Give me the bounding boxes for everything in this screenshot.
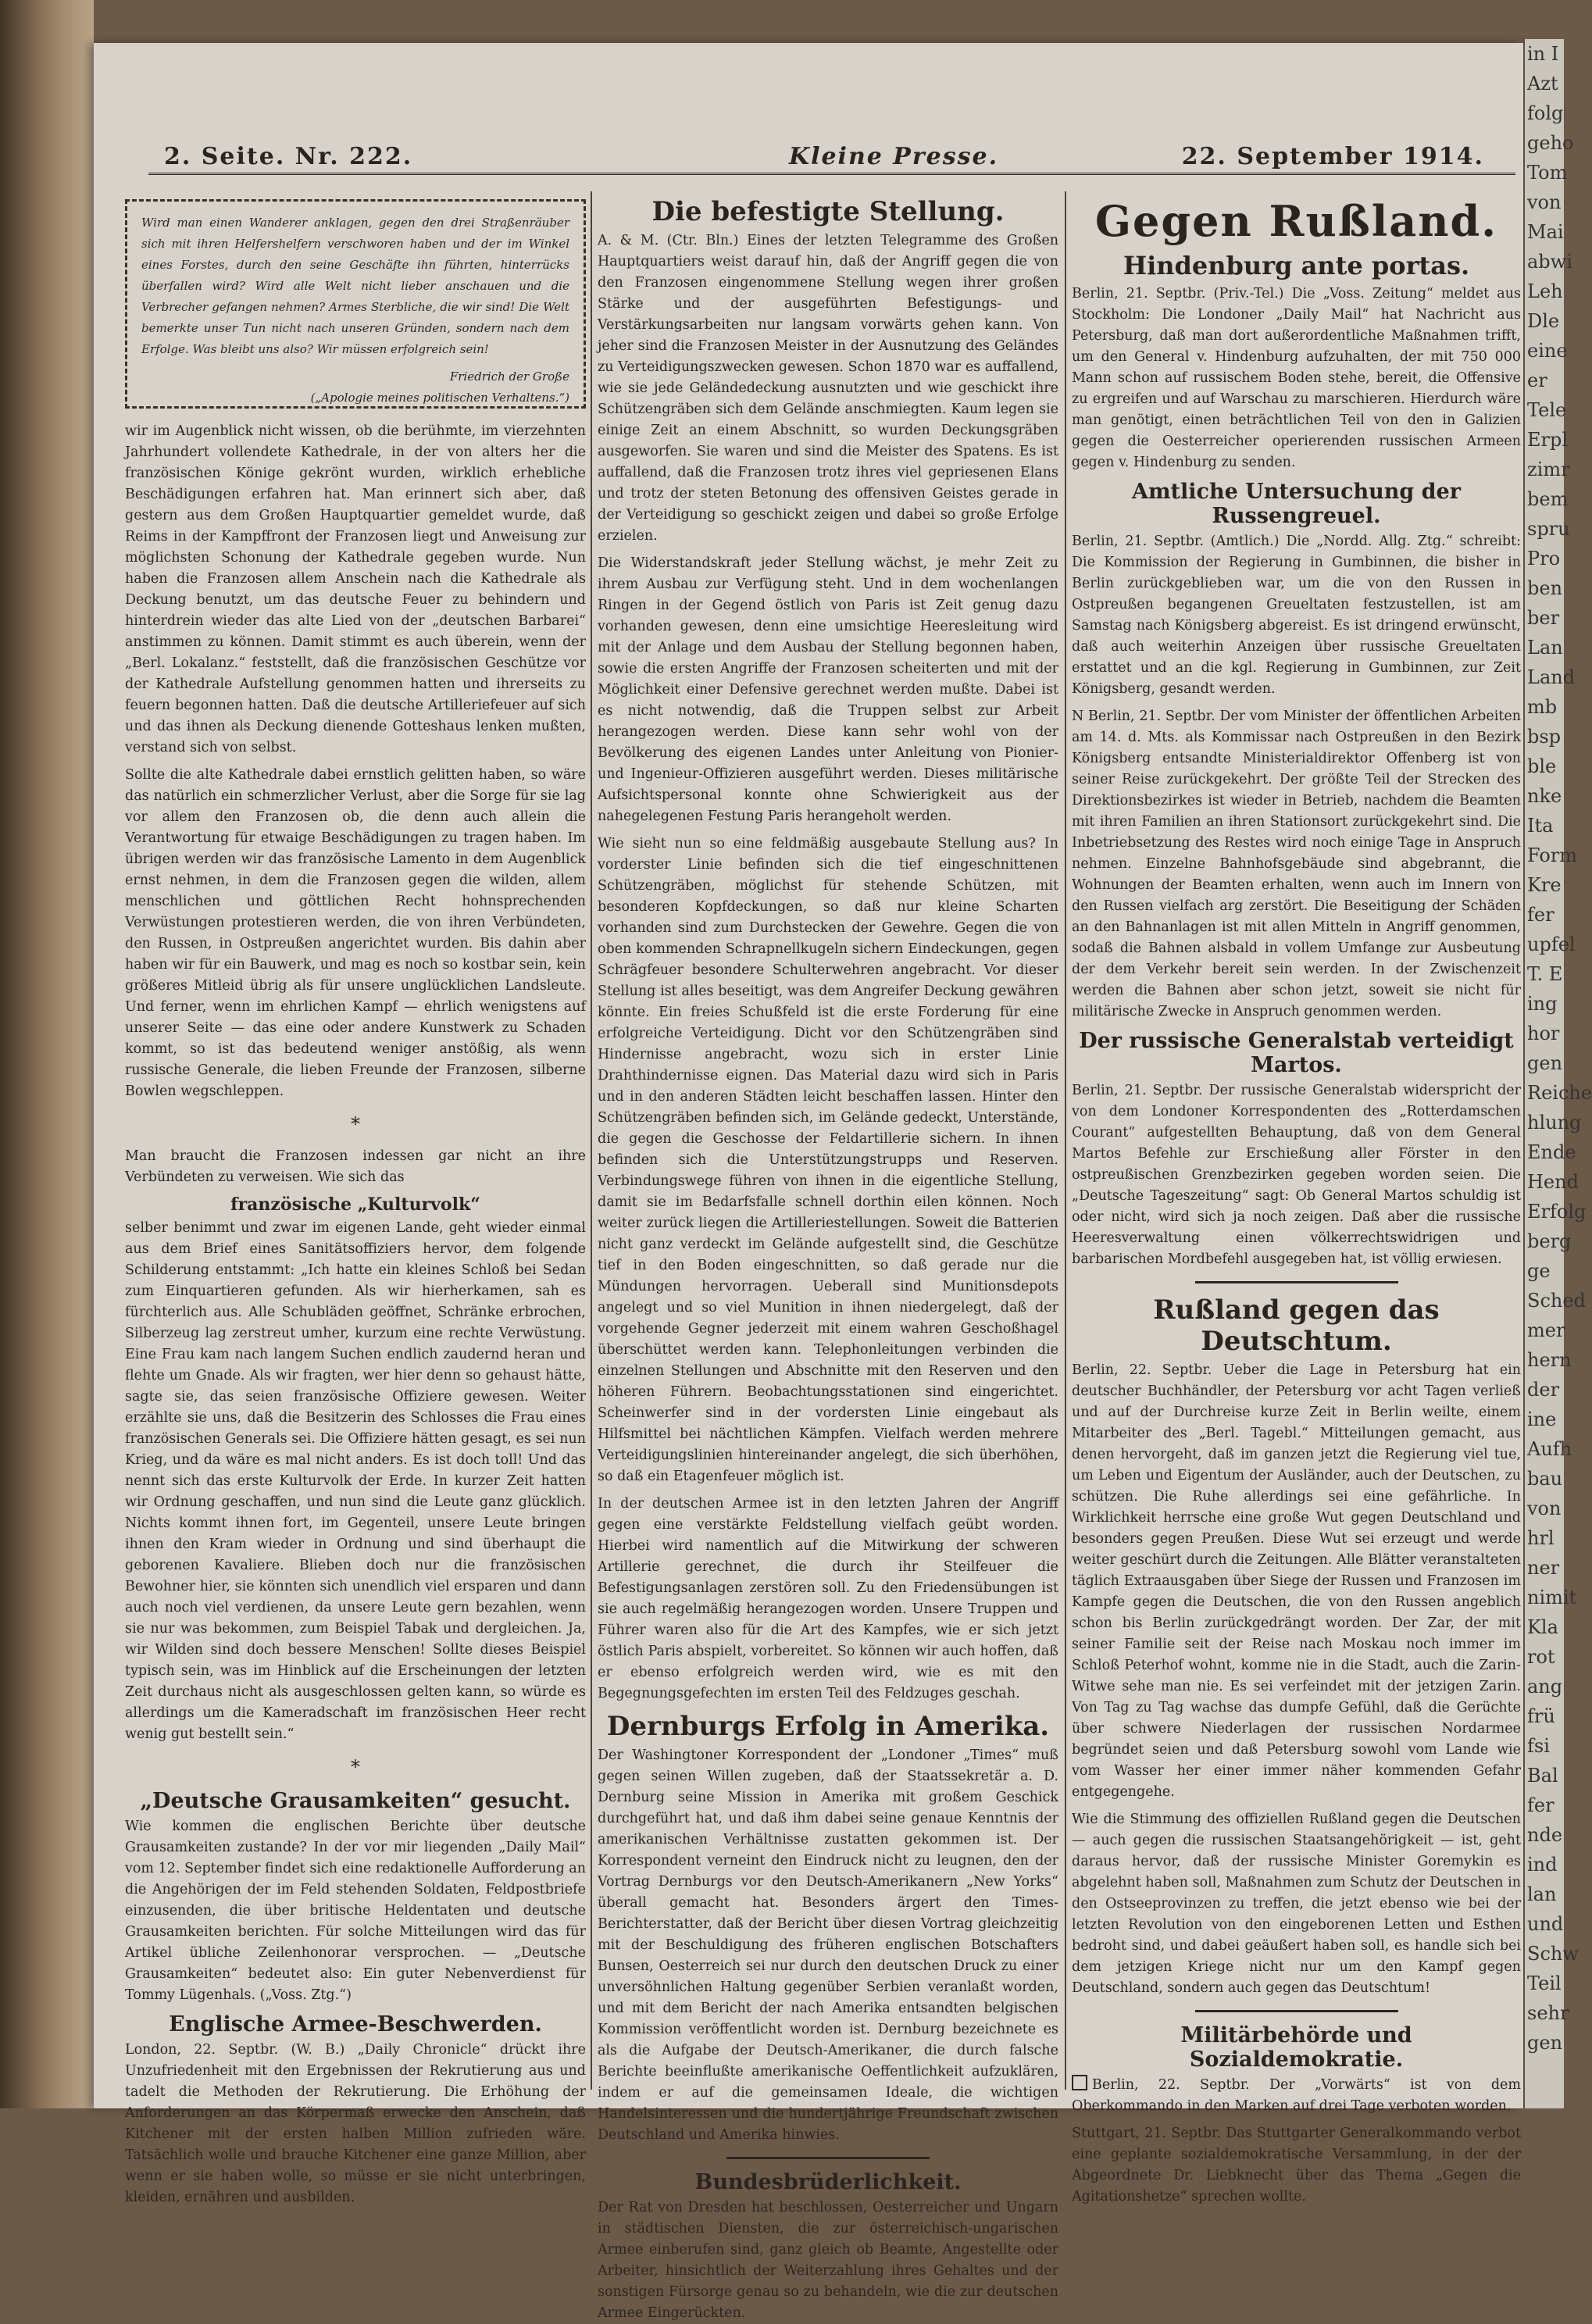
adjacent-page-fragment: Sched [1527,1290,1586,1312]
reims-article-text-2: Sollte die alte Kathedrale dabei ernstlich gelitten haben, so wäre das natürlich ein schmerzlicher Verlust, aber die Sorge für sie lag vor allem den Franzosen ob, die denn auch allein die Verantwortung für etwaige Beschädigungen zu tragen haben. Im übrigen werden wir das französische Lamento in dem Augenblick ernst nehmen, in dem die Franzosen gegen die wilden, allem menschlichen und göttlichen Recht hohnsprechenden Verwüstungen protestieren werden, die von ihren Verbündeten, den Russen, in Ostpreußen angerichtet wurden. Bis dahin aber haben wir für ein Bauwerk, und mag es noch so kostbar sein, kein größeres Mitleid übrig als für unsere unglücklichen Landsleute. Und ferner, wenn im ehrlichen Kampf — ehrlich wenigstens auf unserer Seite — das eine oder andere Kunstwerk zu Schaden kommt, so ist das bedeutend weniger anstößig, als wenn russische Generale, die lieben Freunde der Franzosen, silberne Bowlen wegschleppen. [125,767,586,1099]
adjacent-page-fragment: Dle [1527,310,1560,332]
adjacent-page-fragment: upfel [1527,934,1576,955]
generalstab-headline: Der russische Generalstab verteidigt Martos. [1079,1029,1514,1077]
adjacent-page-fragment: bem [1527,488,1569,510]
section-rule-2 [1195,1281,1398,1283]
adjacent-page-fragment: der [1527,1379,1560,1401]
adjacent-page-fragment: von [1527,1498,1562,1519]
hindenburg-text: Berlin, 21. Septbr. (Priv.-Tel.) Die „Voss. Zeitung“ meldet aus Stockholm: Die Londoner „Daily Mail“ hat Nachricht aus Petersburg, daß man dort außerordentliche Maßnahmen trifft, um den General v. Hindenburg aufzuhalten, der mit 750 000 Mann schon auf russischem Boden stehe, bereit, die Offensive zu ergreifen und auf Warschau zu marschieren. Hierdurch wäre man genötigt, einen beträchtlichen Teil von den in Galizien gegen die Oesterreicher operierenden russischen Armeen gegen v. Hindenburg zu senden. [1072,286,1521,470]
russengreuel-text-2: N Berlin, 21. Septbr. Der vom Minister der öffentlichen Arbeiten am 14. d. Mts. als Kommissar nach Ostpreußen in den Bezirk Königsberg entsandte Ministerialdirektor Offenberg ist von seiner Reise zurückgekehrt. Der größte Teil der Strecken des Direktionsbezirkes ist wieder in Betrieb, nachdem die Beamten mit ihren Familien an ihren Stationsort zurückgekehrt sind. Die Inbetriebsetzung des Restes wird noch einige Tage in Anspruch nehmen. Einzelne Bahnhofsgebäude sind abgebrannt, die Wohnungen der Beamten erhalten, wenn auch im Innern von den Russen vielfach arg zerstört. Die Beseitigung der Schäden an den Bahnanlagen ist mit allen Mitteln in Angriff genommen, sodaß die Bahnen alsbald in vollem Umfange zur Ausbeutung der dem Verkehr bereit sein werden. In der Zwischenzeit werden die Bahnen aber schon jetzt, soweit sie nicht für militärische Zwecke in Anspruch genommen werden. [1072,709,1521,1019]
adjacent-page-fragment: von [1527,191,1562,213]
bundes-text: Der Rat von Dresden hat beschlossen, Oesterreicher und Ungarn in städtischen Diensten, die zur österreichisch-ungarischen Armee einberufen sind, ganz gleich ob Beamte, Angestellte oder Arbeiter, hinsichtlich der Weiterzahlung ihres Gehaltes und der sonstigen Fürsorge genau so zu behandeln, wie die zur deutschen Armee Eingerückten. [598,2200,1058,2321]
adjacent-page-fragment: ber [1527,607,1560,629]
adjacent-page-fragment: ner [1527,1557,1560,1579]
adjacent-page-fragment: Erpl [1527,429,1569,451]
adjacent-page-fragment: ine [1527,1408,1557,1430]
deutschtum-headline: Rußland gegen das Deutschtum. [1153,1294,1440,1357]
kultur-intro-text: Man braucht die Franzosen indessen gar nicht an ihre Verbündeten zu verweisen. Wie sich das [125,1148,586,1185]
adjacent-page-fragment: nde [1527,1824,1563,1846]
adjacent-page-fragment: Tom [1527,162,1568,184]
adjacent-page-fragment: nimit [1527,1587,1577,1608]
grausamkeiten-headline: „Deutsche Grausamkeiten“ gesucht. [140,1789,571,1813]
adjacent-page-edge [1523,39,1592,2108]
issue-date: 22. September 1914. [1181,143,1484,170]
stellung-text-2: Die Widerstandskraft jeder Stellung wächst, je mehr Zeit zu ihrem Ausbau zur Verfügung steht. Und in dem wochenlangen Ringen in der Gegend östlich von Paris ist Zeit genug dazu vorhanden gewesen, denn eine umsichtige Heeresleitung wird mit der Anlage und dem Ausbau der Stellung begonnen haben, sowie die ersten Angriffe der Franzosen scheiterten und mit der Möglichkeit einer Defensive gerechnet werden mußte. Dabei ist es nicht notwendig, daß die Truppen selbst zur Arbeit herangezogen werden. Diese kann sehr wohl von der Bevölkerung des eigenen Landes unter Anleitung von Pionier- und Ingenieur-Offizieren ausgeführt werden. Dieses militärische Aufsichtspersonal konnte ohne Schwierigkeit aus der nahegelegenen Festung Paris herangeholt werden. [598,555,1058,824]
adjacent-page-fragment: er [1527,369,1547,391]
main-subheadline: Hindenburg ante portas. [1123,251,1470,280]
armee-article-text: London, 22. Septbr. (W. B.) „Daily Chronicle“ drückt ihre Unzufriedenheit mit den Ergebnissen der Rekrutierung aus und tadelt die Methoden der Rekrutierung. Die Erhöhung der Anforderungen an das Körpermaß erwecke den Anschein, daß Kitchener mit der ersten halben Million zufrieden wäre. Tatsächlich wolle und brauche Kitchener eine ganze Million, aber wenn er sie haben wolle, so müsse er sie nicht unterbringen, kleiden, ernähren und ausbilden. [125,2042,586,2205]
book-binding [0,0,94,2108]
reims-article-text-1: wir im Augenblick nicht wissen, ob die berühmte, im vierzehnten Jahrhundert vollendete Kathedrale, in der von alters her die französischen Könige gekrönt wurden, wirklich erhebliche Beschädigungen erfahren hat. Man erinnert sich aber, daß gestern aus dem Großen Hauptquartier gemeldet wurde, daß Reims in der Kampffront der Franzosen liegt und Anweisung zur möglichsten Schonung der Kathedrale gegeben wurde. Nun haben die Franzosen allem Anschein nach die Kathedrale als Deckung benutzt, um das deutsche Feuer zu behindern und hinterdrein wieder das alte Lied von der „deutschen Barbarei“ anstimmen zu können. Damit stimmt es auch überein, wenn der „Berl. Lokalanz.“ feststellt, daß die französischen Geschütze vor der Kathedrale Aufstellung genommen hatten und ihrerseits zu feuern begonnen hatten. Daß die deutsche Artilleriefeuer auf sich und das ihnen als Deckung dienende Gotteshaus lenken mußten, verstand sich von selbst. [125,423,586,755]
adjacent-page-fragment: Form [1527,844,1578,866]
russengreuel-text-1: Berlin, 21. Septbr. (Amtlich.) Die „Nordd. Allg. Ztg.“ schreibt: Die Kommission der Regierung in Gumbinnen, die bisher in Berlin zurückgeblieben war, um die von den Russen in Ostpreußen begangenen Greueltaten festzustellen, ist am Samstag nach Königsberg abgereist. Es ist dringend erwünscht, daß auch weiterhin Anzeigen über russische Greueltaten erstattet und an die kgl. Regierung in Gumbinnen, zur Zeit Königsberg, gesandt werden. [1072,534,1521,697]
adjacent-page-fragment: hern [1527,1349,1572,1371]
adjacent-page-fragment: T. E [1527,963,1563,985]
armee-headline: Englische Armee-Beschwerden. [169,2012,542,2037]
adjacent-page-fragment: lan [1527,1883,1557,1905]
adjacent-page-fragment: bsp [1527,726,1562,748]
adjacent-page-fragment: Erfolg [1527,1201,1587,1223]
adjacent-page-fragment: Tele [1527,399,1567,421]
adjacent-page-fragment: Pro [1527,548,1561,569]
section-separator-star-2: * [351,1756,360,1778]
stellung-text-1: A. & M. (Ctr. Bln.) Eines der letzten Telegramme des Großen Hauptquartiers weist darauf hin, daß der Angriff gegen die von den Franzosen eingenommene Stellung wegen ihrer großen Stärke und der ausgeführten Befestigungs- und Verstärkungsarbeiten nur langsam vorwärts gehen kann. Von jeher sind die Franzosen Meister in der Ausnutzung des Geländes zu Verteidigungszwecken gewesen. Schon 1870 war es auffallend, wie sie jede Geländedeckung ausnutzten und wie geschickt ihre Schützengräben sich dem Gelände anschmiegten. Kaum legen sie einige Zeit an einem Abschnitt, so wurden Deckungsgräben ausgeworfen. Sie waren und sind die Meister des Spatens. Es ist auffallend, daß die Franzosen trotz ihres viel gepriesenen Elans und trotz der steten Betonung des offensiven Geistes gerade in der Verteidigung so geschickt zeigen und dabei so große Erfolge erzielen. [598,233,1058,544]
adjacent-page-fragment: Ende [1527,1141,1576,1163]
adjacent-page-fragment: hlung [1527,1112,1582,1133]
militaer-text-2: Stuttgart, 21. Septbr. Das Stuttgarter Generalkommando verbot eine geplante sozialdemokratische Versammlung, in der der Abgeordnete Dr. Liebknecht über das Thema „Gegen die Agitationshetze“ sprechen wollte. [1072,2126,1521,2204]
dernburg-headline: Dernburgs Erfolg in Amerika. [606,1711,1050,1742]
main-headline: Gegen Rußland. [1094,196,1498,246]
russengreuel-headline: Amtliche Untersuchung der Russengreuel. [1132,480,1461,528]
section-rule [726,2157,930,2159]
adjacent-page-fragment: sehr [1527,2002,1569,2024]
adjacent-page-fragment: Mai [1527,221,1564,243]
adjacent-page-fragment: gen [1527,1052,1563,1074]
bundes-headline: Bundesbrüderlichkeit. [694,2170,962,2194]
deutschtum-text-2: Wie die Stimmung des offiziellen Rußland gegen die Deutschen — auch gegen die russischen Staatsangehörigkeit — ist, geht daraus hervor, daß der russische Minister Goremykin es abgelehnt haben soll, Maßnahmen zum Schutz der Deutschen in den Ostseeprovinzen zu treffen, die jetzt ebenso wie bei der letzten Revolution von den eingeborenen Letten und Esthen bedroht sind, und dabei geäußert haben soll, es handle sich bei dem jetzigen Kriege nicht nur um den Kampf gegen Deutschland, sondern auch gegen das Deutschtum! [1072,1812,1521,1996]
adjacent-page-fragment: fer [1527,1794,1555,1816]
adjacent-page-fragment: und [1527,1913,1564,1935]
adjacent-page-fragment: eine [1527,340,1568,362]
quote-text: Wird man einen Wanderer anklagen, gegen den drei Straßenräuber sich mit ihren Helfershelfern verschworen haben und der im Winkel eines Forstes, durch den seine Geschäfte ihn führten, hinterrücks überfallen wird? Wird alle Welt nicht lieber anschauen und die Verbrecher gefangen nehmen? Armes Sterbliche, die wir sind! Die Welt bemerkte unser Tun nicht nach unseren Gründen, sondern nach dem Erfolge. Was bleibt uns also? Wir müssen erfolgreich sein! [141,216,569,356]
column-3 [1072,191,1521,2204]
adjacent-page-fragment: Lan [1527,637,1563,659]
quote-box [125,199,586,409]
adjacent-page-fragment: Aufh [1527,1438,1572,1460]
adjacent-page-fragment: Land [1527,666,1576,688]
kultur-article-text: selber benimmt und zwar im eigenen Lande, geht wieder einmal aus dem Brief eines Sanitätsoffiziers hervor, dem folgende Schilderung entstammt: „Ich hatte ein kleines Schloß bei Sedan zum Einquartieren gefunden. Als wir hierherkamen, sah es fürchterlich aus. Alle Schubläden geöffnet, Schränke erbrochen, Silberzeug lag zerstreut umher, kurzum eine rechte Verwüstung. Eine Frau kam nach langem Suchen endlich zaudernd heran und flehte um Gnade. Als wir fragten, wer hier denn so gehaust hätte, sagte sie, das seien französische Offiziere gewesen. Weiter erzählte sie uns, daß die Besitzerin des Schlosses die Frau eines französischen Generals sei. Die Offiziere hätten gesagt, es sei nun Krieg, und da wäre es mal nicht anders. Es ist doch toll! Und das nennt sich das erste Kulturvolk der Erde. In kurzer Zeit hatten wir Ordnung geschaffen, und nun sind die Leute ganz glücklich. Nichts kommt ihnen fort, im Gegenteil, unsere Leute bringen ihnen den Kram wieder in Ordnung und sind überhaupt die geborenen Kavaliere. Blieben doch nur die französischen Bewohner hier, sie könnten sich unendlich viel ersparen und dann auch noch viel verdienen, da unsere Leute gern bezahlen, wenn sie nur was bekommen, zum Beispiel Tabak und dergleichen. Ja, wir Wilden sind doch bessere Menschen! Sollte dieses Beispiel typisch sein, was im Hinblick auf die Erscheinungen der letzten Zeit durchaus nicht als ausgeschlossen gelten kann, so würde es allerdings um die Kameradschaft im französischen Heer recht wenig gut bestellt sein.“ [125,1220,586,1742]
adjacent-page-fragment: Bal [1527,1765,1558,1787]
newspaper-title: Kleine Presse. [789,143,999,170]
adjacent-page-fragment: rot [1527,1646,1555,1668]
stellung-text-4: In der deutschen Armee ist in den letzten Jahren der Angriff gegen eine verstärkte Feldstellung vielfach geübt worden. Hierbei wird namentlich auf die Mitwirkung der schweren Artillerie gerechnet, die durch ihr Steilfeuer die Befestigungsanlagen zerstören soll. Zu den Friedensübungen ist sie auch regelmäßig herangezogen worden. Unsere Truppen und Führer waren also für die Art des Kampfes, wie er sich jetzt östlich Paris abspielt, vorbereitet. So können wir auch hoffen, daß er ebenso erfolgreich werden wird, wie es mit den Begegnungsgefechten im ersten Teil des Feldzuges geschah. [598,1496,1058,1701]
adjacent-page-fragments [1525,39,1592,2058]
quote-author: Friedrich der Große [449,369,569,384]
militaer-text-1: Berlin, 22. Septbr. Der „Vorwärts“ ist von dem Oberkommando in den Marken auf drei Tage verboten worden. [1072,2077,1521,2114]
adjacent-page-fragment: abwi [1527,251,1572,273]
stellung-headline: Die befestigte Stellung. [651,196,1005,227]
adjacent-page-fragment: nke [1527,785,1562,807]
adjacent-page-fragment: ben [1527,577,1563,599]
adjacent-page-fragment: bau [1527,1468,1563,1490]
box-icon [1072,2075,1087,2090]
section-rule-3 [1195,2010,1398,2012]
adjacent-page-fragment: ang [1527,1676,1563,1697]
adjacent-page-fragment: frü [1527,1705,1555,1727]
kultur-subtitle: französische „Kulturvolk“ [230,1194,480,1215]
adjacent-page-fragment: gen [1527,2032,1563,2054]
adjacent-page-fragment: hrl [1527,1527,1555,1549]
adjacent-page-fragment: hor [1527,1023,1560,1044]
adjacent-page-fragment: berg [1527,1230,1572,1252]
adjacent-page-fragment: Ita [1527,815,1554,837]
adjacent-page-fragment: mer [1527,1319,1565,1341]
militaer-headline: Militärbehörde und Sozialdemokratie. [1180,2023,1412,2072]
quote-source: („Apologie meines politischen Verhaltens.“) [310,391,569,405]
adjacent-page-fragment: ing [1527,993,1558,1015]
stellung-text-3: Wie sieht nun so eine feldmäßig ausgebaute Stellung aus? In vorderster Linie befinden sich die tief eingeschnittenen Schützengräben, möglichst für stehende Schützen, mit besonderen Kopfdeckungen, so daß nur kleine Scharten vorhanden sind zum Durchstecken der Gewehre. Gegen die von oben kommenden Schrapnellkugeln sichern Eindeckungen, gegen Schrägfeuer besondere Schulterwehren angebracht. Vor dieser Stellung ist alles beseitigt, was dem Angreifer Deckung gewähren könnte. Ein freies Schußfeld ist die erste Forderung für eine erfolgreiche Verteidigung. Dicht vor den Schützengräben sind Hindernisse angebracht, wozu sich in erster Linie Drahthindernisse eignen. Das Material dazu wird sich in Paris und in den anderen Städten leicht beschaffen lassen. Hinter den Schützengräben befinden sich, im Gelände gedeckt, Unterstände, die gegen die Geschosse der Feldartillerie sichern. In ihnen befinden sich die Unterstützungstrupps und Reserven. Verbindungswege führen von ihnen in die eigentliche Stellung, damit sie im Bedarfsfalle schnell dorthin eilen können. Noch weiter zurück liegen die Artilleriestellungen. Soweit die Batterien nicht ganz verdeckt im Gelände aufgestellt sind, die Geschütze tief in den Boden eingeschnitten, so daß gerade nur die Mündungen hervorragen. Ueberall sind Munitionsdepots angelegt und so viel Munition in ihnen niedergelegt, daß der vorgehende Gegner jederzeit mit einem wahren Geschoßhagel überschüttet werden kann. Telephonleitungen verbinden die einzelnen Stellungen und Abschnitte mit den Reserven und den höheren Führern. Beobachtungsstationen sind eingerichtet. Scheinwerfer sind in der vordersten Linie eingebaut als Hilfsmittel bei nächtlichen Kämpfen. Vielfach werden mehrere Verteidigungslinien hintereinander angelegt, die sich überhöhen, so daß ein Etagenfeuer möglich ist. [598,836,1058,1484]
section-separator-star: * [351,1113,360,1135]
dernburg-text: Der Washingtoner Korrespondent der „Londoner „Times“ muß gegen seinen Willen zugeben, daß der Staatssekretär a. D. Dernburg seine Mission in Amerika mit großem Geschick durchgeführt hat, und daß ihm dabei seine genaue Kenntnis der amerikanischen Verhältnisse zustatten gekommen ist. Der Korrespondent verneint den Eindruck nicht zu leugnen, den der Vortrag Dernburgs vor den Deutsch-Amerikanern „New Yorks“ überall gemacht hat. Besonders ärgert den Times-Berichterstatter, daß der Bericht über diesen Vortrag gleichzeitig mit der Beschuldigung des früheren englischen Botschafters Bunsen, Oesterreich sei nur durch den deutschen Druck zu einer unversöhnlichen Haltung gegenüber Serbien veranlaßt worden, und mit dem Bericht der nach Amerika entsandten belgischen Kommission veröffentlicht worden ist. Dernburg bezeichnete es als die Aufgabe der Deutsch-Amerikaner, die durch falsche Berichte beeinflußte amerikanische Oeffentlichkeit aufzuklären, indem er auf die gemeinsamen Ideale, die wichtigen Handelsinteressen und die hundertjährige Freundschaft zwischen Deutschland und Amerika hinwies. [598,1747,1058,2143]
adjacent-page-fragment: fsi [1527,1735,1550,1757]
adjacent-page-fragment: Kla [1527,1616,1558,1638]
column-divider-2 [1065,191,1066,2090]
generalstab-text: Berlin, 21. Septbr. Der russische Generalstab widerspricht der von dem Londoner Korrespondenten des „Rotterdamschen Courant“ aufgestellten Behauptung, daß von dem General Martos Befehle zur Erschießung aller Förster in den ostpreußischen Grenzbezirken gegeben worden seien. Die „Deutsche Tageszeitung“ sagt: Ob General Martos schuldig ist oder nicht, wird sich ja noch zeigen. Daß aber die russische Heeresverwaltung einen völkerrechtswidrigen und barbarischen Mordbefehl ausgegeben hat, ist völlig erwiesen. [1072,1083,1521,1267]
deutschtum-text-1: Berlin, 22. Septbr. Ueber die Lage in Petersburg hat ein deutscher Buchhändler, der Petersburg vor acht Tagen verließ und auf der Durchreise kurze Zeit in Berlin weilte, einem Mitarbeiter des „Berl. Tagebl.“ Mitteilungen gemacht, aus denen hervorgeht, daß im ganzen jetzt die Regierung viel tue, um Leben und Eigentum der Ausländer, auch der Deutschen, zu schützen. Die Ruhe allerdings sei eine gefährliche. In Wirklichkeit herrsche eine große Wut gegen Deutschland und besonders gegen Preußen. Diese Wut sei erzeugt und werde weiter geschürt durch die Zeitungen. Alle Blätter veranstalteten täglich Extraausgaben über Siege der Russen und Franzosen im Kampfe gegen die Deutschen, die von den Russen angeblich schon bis Berlin zurückgedrängt worden. Der Zar, der mit seiner Familie seit der Reise nach Moskau noch immer im Schloß Peterhof wohnt, komme nie in die Stadt, auch die Zarin-Witwe sehe man nie. Es sei verfeindet mit der jetzigen Zarin. Von Tag zu Tag wachse das dumpfe Gefühl, daß die Gerüchte über schwere Niederlagen der russischen Nordarmee begründet seien und daß Petersburg sowohl vom Lande wie vom Wasser her einer immer näher kommenden Gefahr entgegengehe. [1072,1362,1521,1800]
adjacent-page-fragment: Azt [1527,73,1558,95]
adjacent-page-fragment: Reiche [1527,1082,1592,1104]
masthead [148,137,1515,175]
adjacent-page-fragment: Hend [1527,1171,1579,1193]
adjacent-page-fragment: geho [1527,132,1574,154]
adjacent-page-fragment: ble [1527,755,1557,777]
adjacent-page-fragment: in I [1527,43,1559,65]
adjacent-page-fragment: mb [1527,696,1558,718]
column-2 [598,191,1058,2321]
grausamkeiten-article-text: Wie kommen die englischen Berichte über deutsche Grausamkeiten zustande? In der vor mir liegenden „Daily Mail“ vom 12. September findet sich eine redaktionelle Aufforderung an die Angehörigen der im Feld stehenden Soldaten, Feldpostbriefe einzusenden, die über britische Heldentaten und deutsche Grausamkeiten berichten. Für solche Mitteilungen wird das für Artikel übliche Zeilenhonorar versprochen. — „Deutsche Grausamkeiten“ bedeutet also: Ein guter Nebenverdienst für Tommy Lügenhals. („Voss. Ztg.“) [125,1819,586,2003]
adjacent-page-fragment: spru [1527,518,1570,540]
adjacent-page-fragment: Leh [1527,280,1563,302]
adjacent-page-fragment: Kre [1527,874,1562,896]
page-number: 2. Seite. Nr. 222. [164,143,413,170]
adjacent-page-fragment: folg [1527,102,1564,124]
adjacent-page-fragment: ge [1527,1260,1551,1282]
column-divider [591,191,592,2090]
newspaper-page [94,43,1523,2321]
adjacent-page-fragment: zimr [1527,459,1570,480]
adjacent-page-fragment: Schw [1527,1943,1579,1965]
adjacent-page-fragment: ind [1527,1854,1558,1876]
adjacent-page-fragment: fer [1527,904,1555,926]
column-1 [125,191,586,2205]
adjacent-page-fragment: Teil [1527,1972,1562,1994]
militaer-text-1-wrap [1072,2075,1521,2117]
